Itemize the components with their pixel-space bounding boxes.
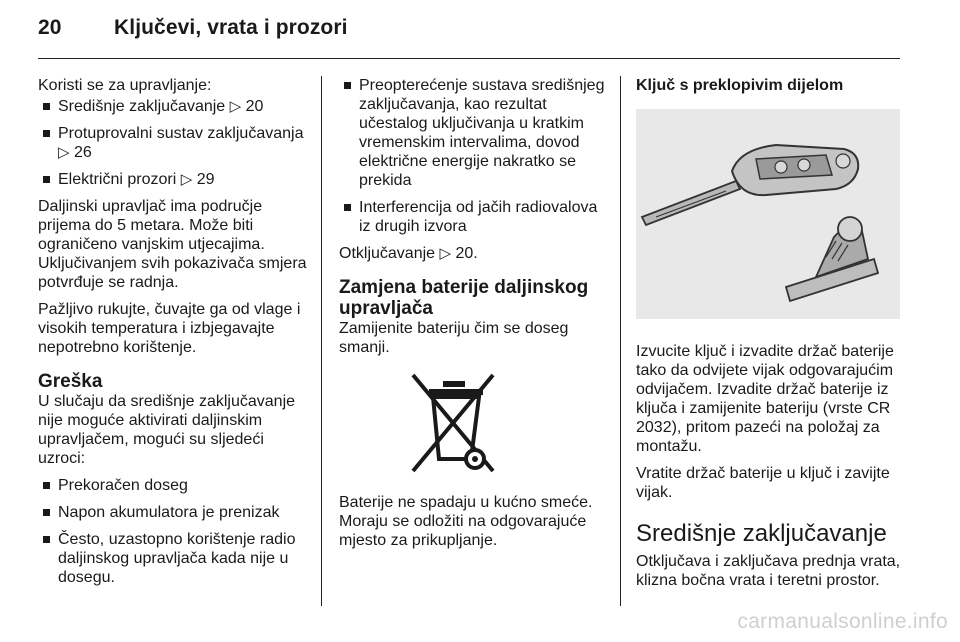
page-ref-link[interactable]: 20 <box>245 98 264 115</box>
page-ref-link[interactable]: 20. <box>455 245 478 262</box>
paragraph: U slučaju da središnje zaključavanje nije moguće aktivirati daljinskim upravljačem, mogući su sljedeći uzroci: <box>38 393 296 467</box>
list-item: Prekoračen doseg <box>38 476 310 495</box>
use-item: Središnje zaključavanje ▷ 20 <box>38 97 310 116</box>
section-heading: Središnje zaključavanje <box>636 520 887 547</box>
subsection-heading: Ključ s preklopivim dijelom <box>636 77 844 94</box>
paragraph: Izvucite ključ i izvadite držač baterije tako da odvijete vijak odgovarajućim odvijačem. Izvadite držač baterije iz ključa i zamijenite bateriju (vrste CR 2032), pritom pazeći na položaj za montažu. <box>636 343 894 455</box>
section-heading: Greška <box>38 371 103 392</box>
reference-arrow-icon: ▷ <box>229 98 242 115</box>
uses-intro: Koristi se za upravljanje: <box>38 77 212 94</box>
page-number: 20 <box>38 16 62 39</box>
list-item: Često, uzastopno korištenje radio daljinskog upravljača kada nije u dosegu. <box>38 530 310 587</box>
page-ref-link[interactable]: 29 <box>196 171 215 188</box>
paragraph: Pažljivo rukujte, čuvajte ga od vlage i visokih temperatura i izbjegavajte nepotrebno korištenje. <box>38 301 301 356</box>
header-rule <box>38 58 900 59</box>
unlock-reference: Otključavanje ▷ 20. <box>339 245 478 262</box>
page-header <box>38 16 348 40</box>
paragraph: Daljinski upravljač ima područje prijema do 5 metara. Može biti ograničeno vanjskim utjecajima. Uključivanjem svih pokazivača smjera potvrđuje se radnja. <box>38 198 307 291</box>
section-heading: Zamjena baterije daljinskog upravljača <box>339 277 589 319</box>
column-divider <box>620 76 621 606</box>
reference-arrow-icon: ▷ <box>58 144 70 161</box>
column-1 <box>38 76 310 595</box>
list-item: Interferencija od jačih radiovalova iz drugih izvora <box>339 198 611 236</box>
paragraph: Zamijenite bateriju čim se doseg smanji. <box>339 320 569 356</box>
use-item: Električni prozori ▷ 29 <box>38 170 310 189</box>
list-item: Preopterećenje sustava središnjeg zaključavanja, kao rezultat učestalog uključivanja u kratkim vremenskim intervalima, dovod električne energije nakratko se prekida <box>339 76 611 190</box>
column-2 <box>339 76 611 558</box>
watermark: carmanualsonline.info <box>737 610 948 633</box>
crossed-out-wheelie-bin-icon <box>409 371 499 477</box>
list-item: Napon akumulatora je prenizak <box>38 503 310 522</box>
use-item: Protuprovalni sustav zaključavanja ▷ 26 <box>38 124 310 162</box>
column-3 <box>636 76 902 598</box>
page-title: Ključevi, vrata i prozori <box>114 16 348 39</box>
paragraph: Otključava i zaključava prednja vrata, klizna bočna vrata i teretni prostor. <box>636 553 901 589</box>
paragraph: Baterije ne spadaju u kućno smeće. Moraju se odložiti na odgovarajuće mjesto za prikupljanje. <box>339 494 593 549</box>
paragraph: Vratite držač baterije u ključ i zavijte vijak. <box>636 465 890 501</box>
reference-arrow-icon: ▷ <box>439 245 452 262</box>
page-ref-link[interactable]: 26 <box>74 144 92 161</box>
folding-key-icon <box>636 109 900 319</box>
column-divider <box>321 76 322 606</box>
reference-arrow-icon: ▷ <box>180 171 193 188</box>
